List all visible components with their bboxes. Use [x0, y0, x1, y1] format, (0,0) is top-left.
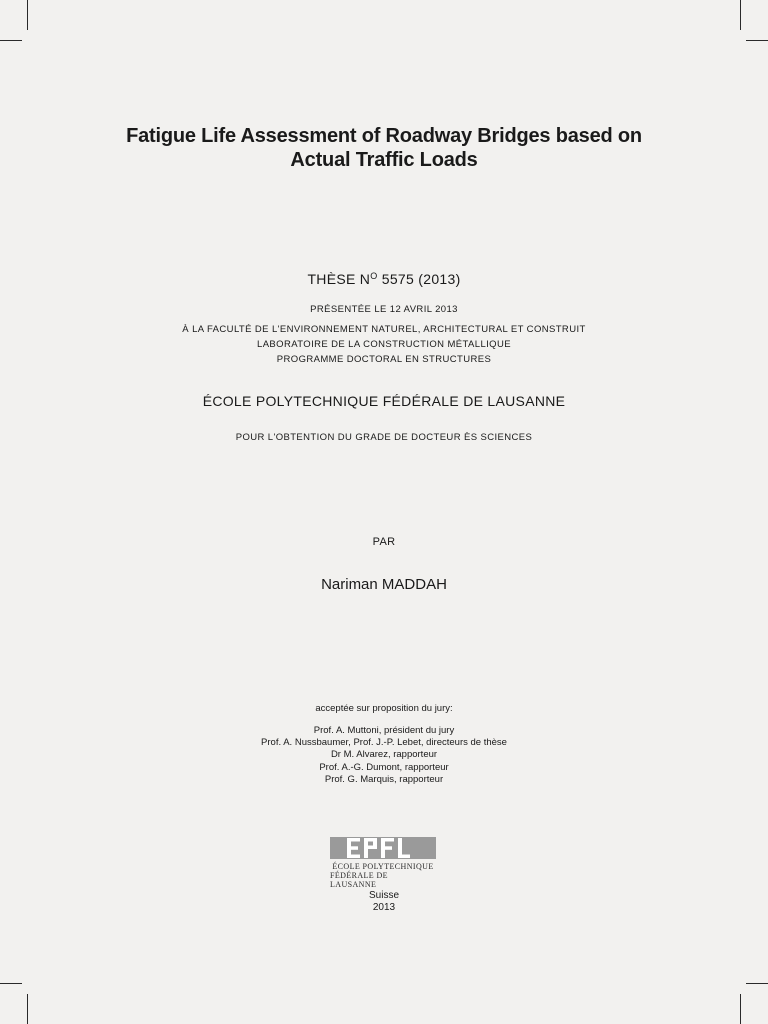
jury-intro: acceptée sur proposition du jury: [315, 703, 453, 714]
faculty-line: À LA FACULTÉ DE L'ENVIRONNEMENT NATUREL, ARCHITECTURAL ET CONSTRUIT [182, 324, 586, 335]
crop-mark-bottom-right [740, 994, 741, 1024]
crop-mark-top-left [27, 0, 28, 30]
laboratory-line: LABORATOIRE DE LA CONSTRUCTION MÉTALLIQUE [257, 339, 511, 350]
logo-text-line-1: ÉCOLE POLYTECHNIQUE [332, 862, 434, 871]
country: Suisse [368, 890, 399, 901]
thesis-number [0, 271, 768, 287]
crop-mark-bottom-left [27, 994, 28, 1024]
degree-line: POUR L'OBTENTION DU GRADE DE DOCTEUR ÈS SCIENCES [235, 432, 533, 443]
author-name: Nariman MADDAH [321, 576, 447, 593]
par-label: PAR [372, 536, 396, 548]
jury-member: Prof. A.-G. Dumont, rapporteur [319, 761, 449, 773]
title-line-2: Actual Traffic Loads [290, 149, 478, 171]
jury-member: Prof. A. Nussbaumer, Prof. J.-P. Lebet, directeurs de thèse [261, 737, 507, 749]
title-line-1: Fatigue Life Assessment of Roadway Bridges based on [126, 125, 642, 147]
epfl-logo-mark [345, 837, 421, 859]
jury-member: Prof. A. Muttoni, président du jury [313, 725, 455, 736]
school-name: ÉCOLE POLYTECHNIQUE FÉDÉRALE DE LAUSANNE [202, 393, 566, 409]
these-sup: O [370, 271, 378, 281]
epfl-logo [330, 837, 436, 889]
faculty-block [0, 322, 768, 367]
year: 2013 [372, 902, 396, 913]
crop-mark-top-right [740, 0, 741, 30]
program-line: PROGRAMME DOCTORAL EN STRUCTURES [276, 354, 492, 365]
jury-member: Prof. G. Marquis, rapporteur [324, 773, 444, 785]
crop-mark-top-left-h [0, 40, 22, 41]
crop-mark-bottom-right-h [746, 983, 768, 984]
presentation-date: PRÉSENTÉE LE 12 AVRIL 2013 [310, 304, 458, 315]
these-number: 5575 (2013) [381, 271, 461, 287]
epfl-logo-band [330, 837, 436, 859]
place-and-year [0, 890, 768, 914]
thesis-title [0, 124, 768, 172]
jury-member: Dr M. Alvarez, rapporteur [330, 749, 438, 761]
logo-text-line-2: FÉDÉRALE DE LAUSANNE [330, 871, 388, 889]
crop-mark-bottom-left-h [0, 983, 22, 984]
crop-mark-top-right-h [746, 40, 768, 41]
these-prefix: THÈSE N [307, 271, 371, 287]
jury-list [0, 725, 768, 786]
